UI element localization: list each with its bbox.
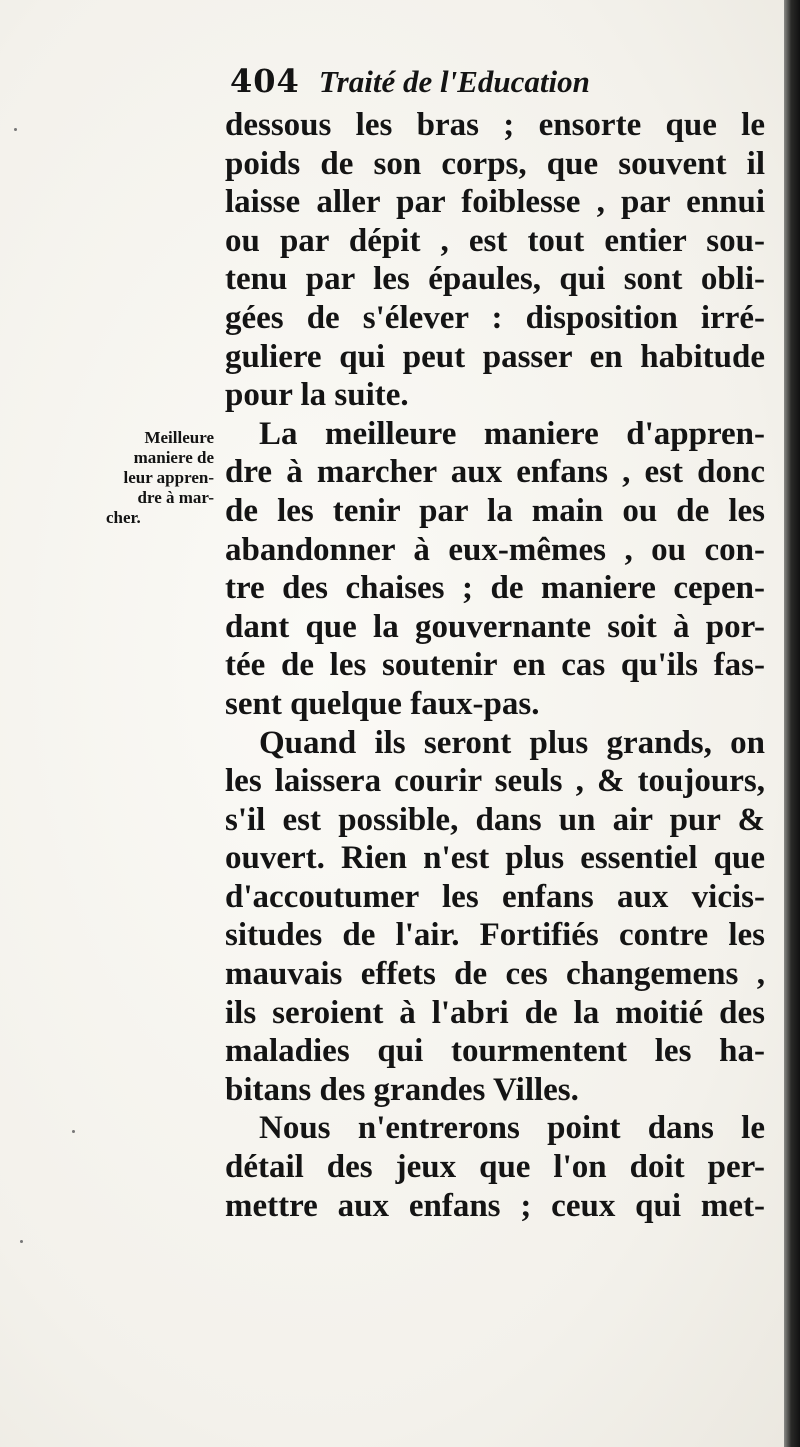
page-number: 404 <box>230 62 300 100</box>
text-line: Quand ils seront plus grands, on <box>259 724 765 761</box>
text-line: dessous les bras ; ensorte que le <box>225 107 765 143</box>
text-line: ils seroient à l'abri de la moitié des <box>225 994 765 1031</box>
text-line: dant que la gouvernante soit à por- <box>225 608 765 645</box>
text-line: bitans des grandes Villes. <box>225 1071 579 1108</box>
running-head: Traité de l'Education <box>318 64 590 99</box>
paper-speck <box>14 128 17 131</box>
page-header <box>230 62 770 112</box>
text-line: tenu par les épaules, qui sont obli- <box>225 261 765 298</box>
text-line: situdes de l'air. Fortifiés contre les <box>225 917 765 954</box>
text-line: ou par dépit , est tout entier sou- <box>225 222 765 259</box>
text-line: tée de les soutenir en cas qu'ils fas- <box>225 647 765 684</box>
text-line: mauvais effets de ces changemens , <box>225 956 765 993</box>
margin-note <box>66 428 214 528</box>
paragraph-2 <box>225 415 765 724</box>
text-line: gées de s'élever : disposition irré- <box>225 299 765 336</box>
text-line: les laissera courir seuls , & toujours, <box>225 763 765 800</box>
text-line: ouvert. Rien n'est plus essentiel que <box>225 840 765 877</box>
margin-note-line: dre à mar- <box>137 488 214 507</box>
text-line: détail des jeux que l'on doit per- <box>225 1149 765 1186</box>
text-line: s'il est possible, dans un air pur & <box>225 801 765 838</box>
text-line: poids de son corps, que souvent il <box>225 145 765 182</box>
text-line: abandonner à eux-mêmes , ou con- <box>225 531 765 568</box>
paper-speck <box>72 1130 75 1133</box>
text-line: d'accoutumer les enfans aux vicis- <box>225 878 765 915</box>
text-line: dre à marcher aux enfans , est donc <box>225 454 765 491</box>
text-line: sent quelque faux-pas. <box>225 685 540 722</box>
book-spine-edge <box>784 0 800 1447</box>
text-line: La meilleure maniere d'appren- <box>259 415 765 452</box>
margin-note-line: Meilleure <box>144 428 214 447</box>
paragraph-4 <box>225 1109 765 1225</box>
paragraph-1 <box>225 106 765 415</box>
text-line: maladies qui tourmentent les ha- <box>225 1033 765 1070</box>
text-line: tre des chaises ; de maniere cepen- <box>225 570 765 607</box>
body-text <box>225 106 765 1225</box>
paragraph-3 <box>225 724 765 1110</box>
margin-note-line: cher. <box>106 508 141 527</box>
margin-note-line: maniere de <box>133 448 214 467</box>
margin-note-line: leur appren- <box>123 468 214 487</box>
paper-speck <box>20 1240 23 1243</box>
text-line: de les tenir par la main ou de les <box>225 492 765 529</box>
text-line: pour la suite. <box>225 377 409 414</box>
text-line: laisse aller par foiblesse , par ennui <box>225 184 765 221</box>
text-line: mettre aux enfans ; ceux qui met- <box>225 1187 765 1224</box>
text-line: guliere qui peut passer en habitude <box>225 338 765 375</box>
text-line: Nous n'entrerons point dans le <box>259 1110 765 1147</box>
